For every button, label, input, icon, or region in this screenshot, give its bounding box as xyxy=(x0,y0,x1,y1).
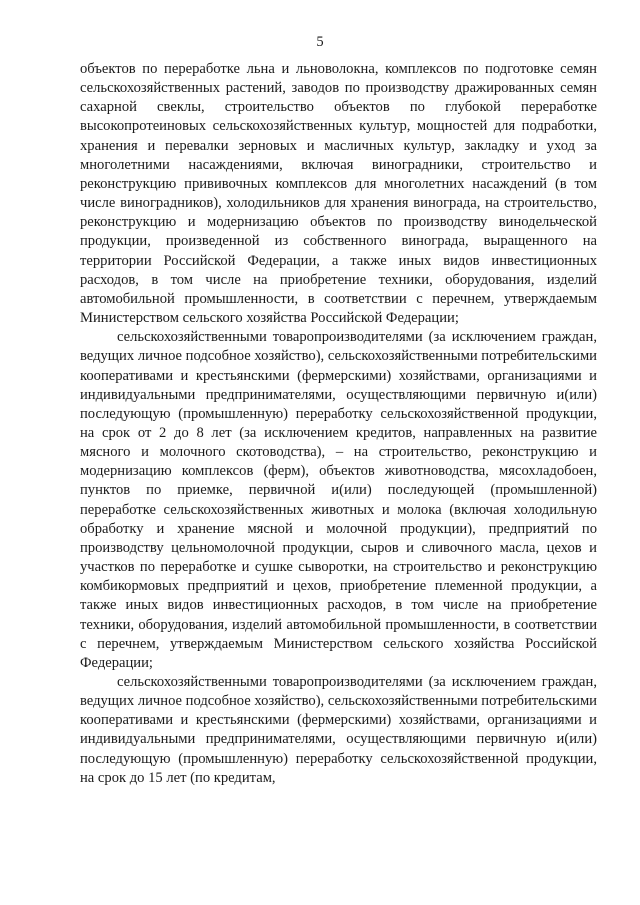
paragraph-2: сельскохозяйственными товаропроизводителями (за исключением граждан, ведущих личное подсобное хозяйство), сельскохозяйственными потребительскими кооперативами и крестьянскими (фермерскими) хозяйствами, организациями и индивидуальными предпринимателями, осуществляющими первичную и(или) последующую (промышленную) переработку сельскохозяйственной продукции, на срок от 2 до 8 лет (за исключением кредитов, направленных на развитие мясного и молочного скотоводства), – на строительство, реконструкцию и модернизацию комплексов (ферм), объектов животноводства, мясохладобоен, пунктов по приемке, первичной и(или) последующей (промышленной) переработке сельскохозяйственных животных и молока (включая холодильную обработку и хранение мясной и молочной продукции), предприятий по производству цельномолочной продукции, сыров и сливочного масла, цехов и участков по переработке и сушке сыворотки, на строительство и реконструкцию комбикормовых предприятий и цехов, приобретение племенной продукции, а также иных видов инвестиционных расходов, в том числе на приобретение техники, оборудования, изделий автомобильной промышленности, в соответствии с перечнем, утверждаемым Министерством сельского хозяйства Российской Федерации; xyxy=(80,329,597,671)
paragraph-1: объектов по переработке льна и льноволокна, комплексов по подготовке семян сельскохозяйственных растений, заводов по производству дражированных семян сахарной свеклы, строительство объектов по глубокой переработке высокопротеиновых сельскохозяйственных культур, мощностей для подработки, хранения и перевалки зерновых и масличных культур, закладку и уход за многолетними насаждениями, включая виноградники, строительство и реконструкцию прививочных комплексов для многолетних насаждений (в том числе виноградников), холодильников для хранения винограда, на строительство, реконструкцию и модернизацию объектов по производству винодельческой продукции, произведенной из собственного винограда, выращенного на территории Российской Федерации, а также иных видов инвестиционных расходов, в том числе на приобретение техники, оборудования, изделий автомобильной промышленности, в соответствии с перечнем, утверждаемым Министерством сельского хозяйства Российской Федерации; xyxy=(80,61,597,327)
page-number: 5 xyxy=(316,34,324,50)
paragraph-3: сельскохозяйственными товаропроизводителями (за исключением граждан, ведущих личное подсобное хозяйство), сельскохозяйственными потребительскими кооперативами и крестьянскими (фермерскими) хозяйствами, организациями и индивидуальными предпринимателями, осуществляющими первичную и(или) последующую (промышленную) переработку сельскохозяйственной продукции, на срок до 15 лет (по кредитам, xyxy=(80,674,597,786)
body-text xyxy=(80,60,597,788)
